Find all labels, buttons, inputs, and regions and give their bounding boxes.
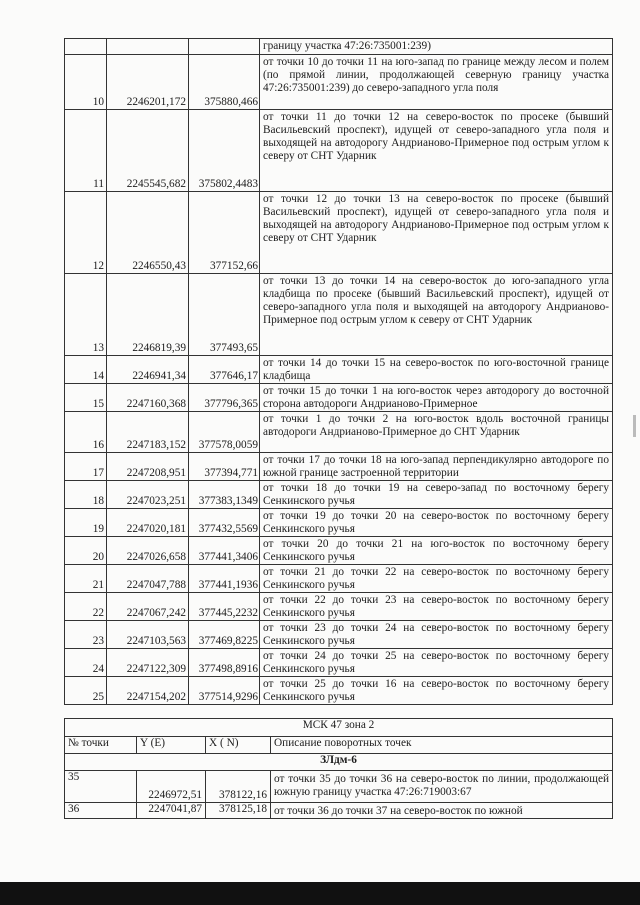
coord-y: 2247023,251 bbox=[107, 481, 189, 509]
point-number: 15 bbox=[65, 384, 107, 412]
point-description: от точки 12 до точки 13 на северо-восток по просеке (бывший Васильевский проспект), идущей от северо-западного угла поля и выходящей на автодорогу Андрианово-Примерное под острым углом к северу от СНТ Ударник bbox=[260, 192, 613, 274]
table-row bbox=[65, 803, 613, 819]
table-caption-row bbox=[65, 719, 613, 737]
coord-y: 2247103,563 bbox=[107, 621, 189, 649]
point-number: 18 bbox=[65, 481, 107, 509]
coord-x: 375802,4483 bbox=[189, 110, 260, 192]
coord-y: 2246550,43 bbox=[107, 192, 189, 274]
coord-y: 2245545,682 bbox=[107, 110, 189, 192]
point-description: от точки 17 до точки 18 на юго-запад перпендикулярно автодороге по южной границе застроенной территории bbox=[260, 453, 613, 481]
point-description: от точки 35 до точки 36 на северо-восток по линии, продолжающей южную границу участка 47:26:719003:67 bbox=[271, 771, 613, 803]
table-row bbox=[65, 110, 613, 192]
point-number bbox=[65, 39, 107, 55]
point-description: от точки 36 до точки 37 на северо-восток по южной bbox=[271, 803, 613, 819]
point-description: от точки 24 до точки 25 на северо-восток по восточному берегу Сенкинского ручья bbox=[260, 649, 613, 677]
coord-x: 377578,0059 bbox=[189, 412, 260, 453]
table-row bbox=[65, 39, 613, 55]
coordinates-table bbox=[64, 38, 613, 705]
table-row bbox=[65, 192, 613, 274]
point-number: 23 bbox=[65, 621, 107, 649]
table-row bbox=[65, 453, 613, 481]
coord-x: 377432,5569 bbox=[189, 509, 260, 537]
point-description: от точки 1 до точки 2 на юго-восток вдоль восточной границы автодороги Андрианово-Примерное до СНТ Ударник bbox=[260, 412, 613, 453]
coord-y: 2247047,788 bbox=[107, 565, 189, 593]
table-caption: МСК 47 зона 2 bbox=[65, 719, 613, 737]
coord-x: 377441,3406 bbox=[189, 537, 260, 565]
table-header-row bbox=[65, 737, 613, 754]
coord-x bbox=[189, 39, 260, 55]
section-title: ЗЛдм-6 bbox=[65, 754, 613, 771]
coord-x: 375880,466 bbox=[189, 55, 260, 110]
coord-y: 2247183,152 bbox=[107, 412, 189, 453]
coord-x: 377469,8225 bbox=[189, 621, 260, 649]
table-row bbox=[65, 356, 613, 384]
table-row bbox=[65, 412, 613, 453]
table-row bbox=[65, 649, 613, 677]
point-description: от точки 22 до точки 23 на северо-восток по восточному берегу Сенкинского ручья bbox=[260, 593, 613, 621]
table-row bbox=[65, 384, 613, 412]
point-number: 25 bbox=[65, 677, 107, 705]
point-number: 21 bbox=[65, 565, 107, 593]
coord-y: 2247160,368 bbox=[107, 384, 189, 412]
coord-y: 2246941,34 bbox=[107, 356, 189, 384]
point-number: 12 bbox=[65, 192, 107, 274]
table-row bbox=[65, 537, 613, 565]
coord-x: 377152,66 bbox=[189, 192, 260, 274]
coord-y: 2247020,181 bbox=[107, 509, 189, 537]
header-point-number: № точки bbox=[65, 737, 137, 754]
point-description: от точки 15 до точки 1 на юго-восток через автодорогу до восточной сторона автодороги Андрианово-Примерное bbox=[260, 384, 613, 412]
point-number: 14 bbox=[65, 356, 107, 384]
table-row bbox=[65, 481, 613, 509]
coord-x: 377646,17 bbox=[189, 356, 260, 384]
coord-x: 377498,8916 bbox=[189, 649, 260, 677]
coord-x: 377394,771 bbox=[189, 453, 260, 481]
header-y: Y (E) bbox=[137, 737, 206, 754]
coord-y: 2247208,951 bbox=[107, 453, 189, 481]
section-row bbox=[65, 754, 613, 771]
header-x: X ( N) bbox=[206, 737, 271, 754]
coord-y: 2247067,242 bbox=[107, 593, 189, 621]
table-row bbox=[65, 55, 613, 110]
table-row bbox=[65, 274, 613, 356]
coord-y bbox=[107, 39, 189, 55]
point-description: от точки 21 до точки 22 на северо-восток по восточному берегу Сенкинского ручья bbox=[260, 565, 613, 593]
coord-y: 2246972,51 bbox=[137, 771, 206, 803]
header-description: Описание поворотных точек bbox=[271, 737, 613, 754]
point-description: от точки 10 до точки 11 на юго-запад по границе между лесом и полем (по прямой линии, продолжающей северную границу участка 47:26:735001:239) до северо-западного угла поля bbox=[260, 55, 613, 110]
coord-y: 2247122,309 bbox=[107, 649, 189, 677]
point-description: от точки 19 до точки 20 на северо-восток по восточному берегу Сенкинского ручья bbox=[260, 509, 613, 537]
scan-edge bbox=[0, 882, 640, 905]
scan-artifact bbox=[633, 415, 636, 437]
coord-y: 2246819,39 bbox=[107, 274, 189, 356]
coord-y: 2246201,172 bbox=[107, 55, 189, 110]
point-description: от точки 13 до точки 14 на северо-восток до юго-западного угла кладбища по просеке (бывший Васильевский проспект), идущей от северо-западного угла поля и выходящей на автодорогу Андрианово-Примерное под острым углом к северу от СНТ Ударник bbox=[260, 274, 613, 356]
point-description: от точки 20 до точки 21 на юго-восток по восточному берегу Сенкинского ручья bbox=[260, 537, 613, 565]
coord-x: 378122,16 bbox=[206, 771, 271, 803]
coord-x: 377796,365 bbox=[189, 384, 260, 412]
coord-x: 377445,2232 bbox=[189, 593, 260, 621]
table-row bbox=[65, 771, 613, 803]
point-description: от точки 23 до точки 24 на северо-восток по восточному берегу Сенкинского ручья bbox=[260, 621, 613, 649]
table-row bbox=[65, 565, 613, 593]
point-number: 13 bbox=[65, 274, 107, 356]
coord-y: 2247154,202 bbox=[107, 677, 189, 705]
msk47-table bbox=[64, 718, 613, 819]
point-number: 24 bbox=[65, 649, 107, 677]
point-number: 11 bbox=[65, 110, 107, 192]
coord-y: 2247026,658 bbox=[107, 537, 189, 565]
point-description: от точки 11 до точки 12 на северо-восток по просеке (бывший Васильевский проспект), идущей от северо-западного угла поля и выходящей на автодорогу Андрианово-Примерное под острым углом к северу от СНТ Ударник bbox=[260, 110, 613, 192]
point-description: от точки 25 до точки 16 на северо-восток по восточному берегу Сенкинского ручья bbox=[260, 677, 613, 705]
coord-x: 377493,65 bbox=[189, 274, 260, 356]
point-number: 36 bbox=[65, 803, 137, 819]
table-row bbox=[65, 621, 613, 649]
coord-x: 377383,1349 bbox=[189, 481, 260, 509]
table-row bbox=[65, 593, 613, 621]
point-number: 19 bbox=[65, 509, 107, 537]
table-row bbox=[65, 509, 613, 537]
coord-x: 377441,1936 bbox=[189, 565, 260, 593]
point-number: 10 bbox=[65, 55, 107, 110]
point-number: 35 bbox=[65, 771, 137, 803]
point-number: 16 bbox=[65, 412, 107, 453]
point-number: 22 bbox=[65, 593, 107, 621]
point-description: от точки 18 до точки 19 на северо-запад по восточному берегу Сенкинского ручья bbox=[260, 481, 613, 509]
coord-x: 377514,9296 bbox=[189, 677, 260, 705]
point-description: границу участка 47:26:735001:239) bbox=[260, 39, 613, 55]
point-number: 17 bbox=[65, 453, 107, 481]
point-number: 20 bbox=[65, 537, 107, 565]
point-description: от точки 14 до точки 15 на северо-восток по юго-восточной границе кладбища bbox=[260, 356, 613, 384]
coord-y: 2247041,87 bbox=[137, 803, 206, 819]
coord-x: 378125,18 bbox=[206, 803, 271, 819]
table-row bbox=[65, 677, 613, 705]
